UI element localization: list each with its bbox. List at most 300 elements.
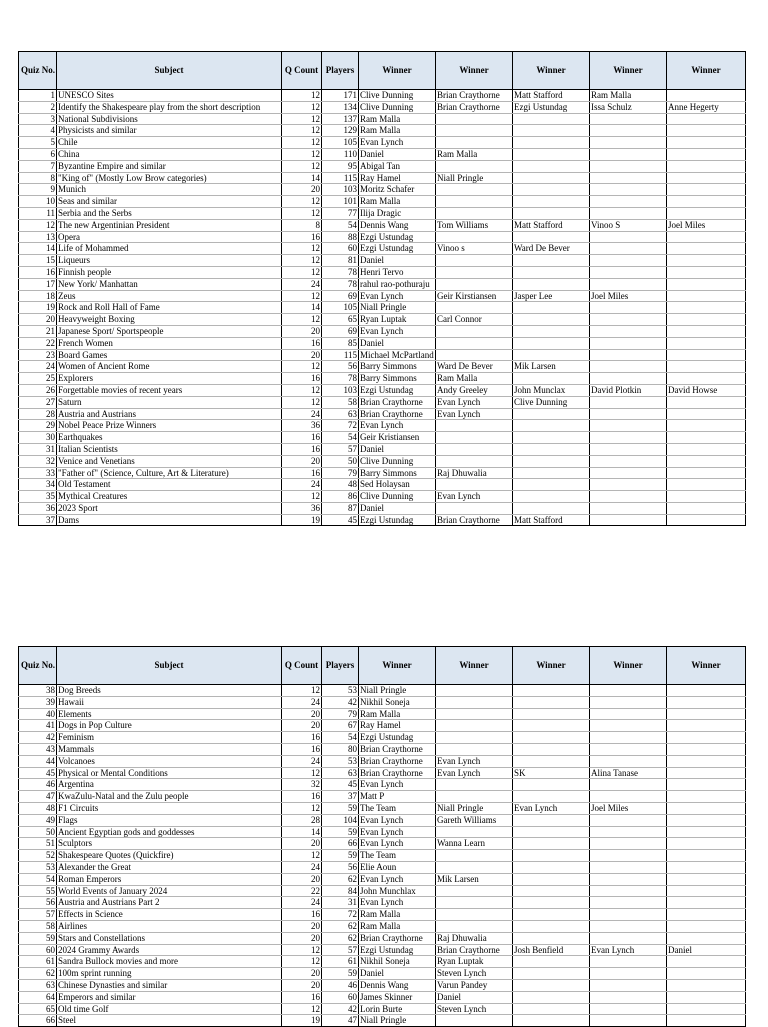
cell-winner-2 bbox=[436, 255, 513, 267]
cell-winner-2 bbox=[436, 455, 513, 467]
cell-winner-4 bbox=[590, 732, 667, 744]
cell-winner-1: Clive Dunning bbox=[359, 101, 436, 113]
cell-winner-1: Dennis Wang bbox=[359, 979, 436, 991]
cell-q-count: 20 bbox=[282, 455, 322, 467]
cell-players: 47 bbox=[322, 1015, 359, 1027]
cell-winner-2 bbox=[436, 791, 513, 803]
table-row bbox=[19, 255, 746, 267]
cell-quiz-number: 53 bbox=[19, 861, 57, 873]
cell-winner-4 bbox=[590, 1003, 667, 1015]
cell-winner-3 bbox=[513, 1015, 590, 1027]
cell-winner-5 bbox=[667, 314, 746, 326]
cell-players: 84 bbox=[322, 885, 359, 897]
cell-winner-1: Nikhil Soneja bbox=[359, 696, 436, 708]
cell-winner-2 bbox=[436, 1015, 513, 1027]
cell-players: 31 bbox=[322, 897, 359, 909]
table-row bbox=[19, 944, 746, 956]
cell-winner-5 bbox=[667, 779, 746, 791]
cell-winner-4 bbox=[590, 302, 667, 314]
cell-quiz-number: 57 bbox=[19, 909, 57, 921]
cell-quiz-number: 60 bbox=[19, 944, 57, 956]
cell-players: 57 bbox=[322, 944, 359, 956]
cell-winner-2 bbox=[436, 349, 513, 361]
cell-winner-2 bbox=[436, 732, 513, 744]
cell-players: 78 bbox=[322, 373, 359, 385]
cell-winner-4: David Plotkin bbox=[590, 384, 667, 396]
cell-quiz-number: 13 bbox=[19, 231, 57, 243]
cell-quiz-number: 65 bbox=[19, 1003, 57, 1015]
table-row bbox=[19, 373, 746, 385]
cell-winner-1: Ilija Dragic bbox=[359, 207, 436, 219]
cell-winner-4 bbox=[590, 137, 667, 149]
cell-winner-5 bbox=[667, 991, 746, 1003]
cell-subject: Life of Mohammed bbox=[57, 243, 282, 255]
cell-winner-1: Ezgi Ustundag bbox=[359, 732, 436, 744]
cell-winner-5 bbox=[667, 337, 746, 349]
cell-winner-3 bbox=[513, 685, 590, 697]
cell-q-count: 16 bbox=[282, 732, 322, 744]
table-row bbox=[19, 172, 746, 184]
cell-q-count: 19 bbox=[282, 1015, 322, 1027]
cell-subject: Dog Breeds bbox=[57, 685, 282, 697]
cell-winner-5 bbox=[667, 1003, 746, 1015]
cell-winner-4 bbox=[590, 956, 667, 968]
cell-winner-4 bbox=[590, 968, 667, 980]
header-winner: Winner bbox=[513, 52, 590, 90]
cell-players: 78 bbox=[322, 266, 359, 278]
cell-winner-4 bbox=[590, 838, 667, 850]
cell-winner-5 bbox=[667, 184, 746, 196]
cell-quiz-number: 44 bbox=[19, 755, 57, 767]
header-quiz-no: Quiz No. bbox=[19, 52, 57, 90]
cell-winner-3 bbox=[513, 956, 590, 968]
cell-winner-5 bbox=[667, 467, 746, 479]
header-winner: Winner bbox=[513, 647, 590, 685]
cell-quiz-number: 47 bbox=[19, 791, 57, 803]
cell-quiz-number: 18 bbox=[19, 290, 57, 302]
cell-subject: 2024 Grammy Awards bbox=[57, 944, 282, 956]
header-q-count: Q Count bbox=[282, 647, 322, 685]
cell-quiz-number: 30 bbox=[19, 432, 57, 444]
cell-winner-1: Brian Craythorne bbox=[359, 932, 436, 944]
table-row bbox=[19, 278, 746, 290]
cell-winner-2: Evan Lynch bbox=[436, 755, 513, 767]
cell-winner-5 bbox=[667, 196, 746, 208]
cell-q-count: 12 bbox=[282, 384, 322, 396]
cell-players: 79 bbox=[322, 467, 359, 479]
cell-q-count: 12 bbox=[282, 160, 322, 172]
header-winner: Winner bbox=[590, 647, 667, 685]
cell-winner-5 bbox=[667, 278, 746, 290]
cell-q-count: 12 bbox=[282, 196, 322, 208]
cell-winner-4: Joel Miles bbox=[590, 802, 667, 814]
table-row bbox=[19, 861, 746, 873]
cell-winner-2 bbox=[436, 137, 513, 149]
table-row bbox=[19, 219, 746, 231]
cell-winner-2: Evan Lynch bbox=[436, 767, 513, 779]
cell-q-count: 14 bbox=[282, 302, 322, 314]
cell-players: 77 bbox=[322, 207, 359, 219]
cell-winner-5 bbox=[667, 420, 746, 432]
cell-winner-3 bbox=[513, 791, 590, 803]
cell-winner-2: Brian Craythorne bbox=[436, 101, 513, 113]
cell-winner-3 bbox=[513, 420, 590, 432]
cell-subject: Physical or Mental Conditions bbox=[57, 767, 282, 779]
cell-q-count: 36 bbox=[282, 420, 322, 432]
cell-subject: Venice and Venetians bbox=[57, 455, 282, 467]
cell-winner-2 bbox=[436, 502, 513, 514]
table-row bbox=[19, 160, 746, 172]
cell-winner-4 bbox=[590, 266, 667, 278]
cell-winner-1: Evan Lynch bbox=[359, 420, 436, 432]
header-subject: Subject bbox=[57, 647, 282, 685]
table-row bbox=[19, 290, 746, 302]
cell-subject: Volcanoes bbox=[57, 755, 282, 767]
cell-quiz-number: 39 bbox=[19, 696, 57, 708]
cell-winner-3 bbox=[513, 443, 590, 455]
cell-winner-4 bbox=[590, 278, 667, 290]
cell-q-count: 20 bbox=[282, 720, 322, 732]
cell-quiz-number: 28 bbox=[19, 408, 57, 420]
cell-quiz-number: 49 bbox=[19, 814, 57, 826]
cell-winner-5 bbox=[667, 873, 746, 885]
table-row bbox=[19, 101, 746, 113]
table-row bbox=[19, 302, 746, 314]
cell-winner-1: Ezgi Ustundag bbox=[359, 243, 436, 255]
cell-winner-3 bbox=[513, 184, 590, 196]
cell-quiz-number: 36 bbox=[19, 502, 57, 514]
cell-winner-1: Ram Malla bbox=[359, 113, 436, 125]
cell-subject: KwaZulu-Natal and the Zulu people bbox=[57, 791, 282, 803]
cell-winner-1: Ezgi Ustundag bbox=[359, 514, 436, 526]
cell-winner-2: Wanna Learn bbox=[436, 838, 513, 850]
table-row bbox=[19, 991, 746, 1003]
cell-quiz-number: 31 bbox=[19, 443, 57, 455]
cell-winner-4 bbox=[590, 885, 667, 897]
cell-winner-3 bbox=[513, 467, 590, 479]
cell-winner-2: Evan Lynch bbox=[436, 408, 513, 420]
cell-q-count: 16 bbox=[282, 991, 322, 1003]
cell-winner-2: Daniel bbox=[436, 991, 513, 1003]
cell-winner-4 bbox=[590, 979, 667, 991]
cell-winner-4: Issa Schulz bbox=[590, 101, 667, 113]
cell-winner-5 bbox=[667, 932, 746, 944]
cell-quiz-number: 41 bbox=[19, 720, 57, 732]
cell-q-count: 12 bbox=[282, 491, 322, 503]
cell-winner-4 bbox=[590, 113, 667, 125]
cell-q-count: 20 bbox=[282, 979, 322, 991]
table-row bbox=[19, 125, 746, 137]
cell-q-count: 24 bbox=[282, 479, 322, 491]
cell-subject: Rock and Roll Hall of Fame bbox=[57, 302, 282, 314]
cell-winner-4 bbox=[590, 255, 667, 267]
cell-winner-2 bbox=[436, 909, 513, 921]
cell-winner-3 bbox=[513, 897, 590, 909]
cell-winner-5 bbox=[667, 243, 746, 255]
cell-winner-2 bbox=[436, 113, 513, 125]
cell-winner-3 bbox=[513, 814, 590, 826]
cell-winner-3: Mik Larsen bbox=[513, 361, 590, 373]
cell-winner-1: Moritz Schafer bbox=[359, 184, 436, 196]
cell-players: 101 bbox=[322, 196, 359, 208]
cell-q-count: 16 bbox=[282, 791, 322, 803]
cell-winner-2 bbox=[436, 885, 513, 897]
table-row bbox=[19, 696, 746, 708]
cell-winner-4: Joel Miles bbox=[590, 290, 667, 302]
cell-players: 104 bbox=[322, 814, 359, 826]
cell-winner-4 bbox=[590, 396, 667, 408]
cell-players: 54 bbox=[322, 432, 359, 444]
cell-winner-4 bbox=[590, 708, 667, 720]
table-row bbox=[19, 148, 746, 160]
cell-winner-1: Daniel bbox=[359, 255, 436, 267]
header-winner: Winner bbox=[359, 647, 436, 685]
cell-winner-1: Ram Malla bbox=[359, 920, 436, 932]
cell-players: 59 bbox=[322, 968, 359, 980]
cell-winner-3: Matt Stafford bbox=[513, 514, 590, 526]
cell-winner-4 bbox=[590, 502, 667, 514]
cell-quiz-number: 46 bbox=[19, 779, 57, 791]
cell-q-count: 24 bbox=[282, 696, 322, 708]
cell-subject: Shakespeare Quotes (Quickfire) bbox=[57, 850, 282, 862]
table-row bbox=[19, 243, 746, 255]
cell-q-count: 24 bbox=[282, 897, 322, 909]
table-row bbox=[19, 920, 746, 932]
cell-winner-1: Evan Lynch bbox=[359, 873, 436, 885]
cell-winner-4 bbox=[590, 991, 667, 1003]
cell-winner-1: Barry Simmons bbox=[359, 467, 436, 479]
cell-players: 42 bbox=[322, 1003, 359, 1015]
cell-winner-1: Evan Lynch bbox=[359, 814, 436, 826]
cell-winner-4 bbox=[590, 1015, 667, 1027]
table-row bbox=[19, 968, 746, 980]
cell-winner-3: Clive Dunning bbox=[513, 396, 590, 408]
cell-winner-4 bbox=[590, 184, 667, 196]
cell-winner-5 bbox=[667, 861, 746, 873]
cell-winner-2 bbox=[436, 897, 513, 909]
cell-quiz-number: 43 bbox=[19, 743, 57, 755]
cell-winner-5 bbox=[667, 160, 746, 172]
cell-winner-2 bbox=[436, 266, 513, 278]
cell-quiz-number: 3 bbox=[19, 113, 57, 125]
cell-winner-3: SK bbox=[513, 767, 590, 779]
cell-winner-3 bbox=[513, 826, 590, 838]
cell-q-count: 12 bbox=[282, 802, 322, 814]
table-row bbox=[19, 720, 746, 732]
cell-quiz-number: 25 bbox=[19, 373, 57, 385]
cell-quiz-number: 66 bbox=[19, 1015, 57, 1027]
cell-winner-3 bbox=[513, 196, 590, 208]
cell-winner-3 bbox=[513, 755, 590, 767]
cell-winner-5 bbox=[667, 850, 746, 862]
cell-winner-1: Brian Craythorne bbox=[359, 767, 436, 779]
table-row bbox=[19, 1015, 746, 1027]
cell-subject: Zeus bbox=[57, 290, 282, 302]
cell-quiz-number: 14 bbox=[19, 243, 57, 255]
cell-players: 62 bbox=[322, 920, 359, 932]
cell-players: 59 bbox=[322, 802, 359, 814]
cell-winner-3 bbox=[513, 266, 590, 278]
table-row bbox=[19, 408, 746, 420]
cell-winner-5 bbox=[667, 373, 746, 385]
cell-winner-1: Brian Craythorne bbox=[359, 743, 436, 755]
cell-winner-3 bbox=[513, 720, 590, 732]
cell-quiz-number: 58 bbox=[19, 920, 57, 932]
cell-subject: Identify the Shakespeare play from the short description bbox=[57, 101, 282, 113]
cell-winner-2: Niall Pringle bbox=[436, 802, 513, 814]
cell-winner-2 bbox=[436, 696, 513, 708]
cell-winner-4 bbox=[590, 160, 667, 172]
cell-q-count: 8 bbox=[282, 219, 322, 231]
cell-quiz-number: 40 bbox=[19, 708, 57, 720]
cell-subject: Ancient Egyptian gods and goddesses bbox=[57, 826, 282, 838]
cell-winner-5 bbox=[667, 113, 746, 125]
cell-winner-2 bbox=[436, 826, 513, 838]
cell-winner-3 bbox=[513, 502, 590, 514]
cell-winner-3: Matt Stafford bbox=[513, 90, 590, 102]
table-row bbox=[19, 814, 746, 826]
cell-players: 63 bbox=[322, 408, 359, 420]
header-subject: Subject bbox=[57, 52, 282, 90]
cell-q-count: 16 bbox=[282, 373, 322, 385]
cell-winner-1: Ezgi Ustundag bbox=[359, 384, 436, 396]
cell-q-count: 12 bbox=[282, 148, 322, 160]
cell-winner-3 bbox=[513, 909, 590, 921]
cell-players: 80 bbox=[322, 743, 359, 755]
cell-winner-4 bbox=[590, 172, 667, 184]
table-row bbox=[19, 384, 746, 396]
cell-winner-4 bbox=[590, 349, 667, 361]
table-row bbox=[19, 838, 746, 850]
cell-players: 134 bbox=[322, 101, 359, 113]
cell-winner-1: The Team bbox=[359, 802, 436, 814]
cell-winner-5 bbox=[667, 743, 746, 755]
cell-winner-1: Evan Lynch bbox=[359, 325, 436, 337]
cell-q-count: 16 bbox=[282, 443, 322, 455]
cell-q-count: 16 bbox=[282, 231, 322, 243]
cell-q-count: 12 bbox=[282, 314, 322, 326]
cell-subject: UNESCO Sites bbox=[57, 90, 282, 102]
table-row bbox=[19, 873, 746, 885]
cell-winner-5: Anne Hegerty bbox=[667, 101, 746, 113]
cell-winner-2: Ram Malla bbox=[436, 148, 513, 160]
cell-q-count: 20 bbox=[282, 932, 322, 944]
cell-quiz-number: 6 bbox=[19, 148, 57, 160]
table-row bbox=[19, 361, 746, 373]
cell-subject: Nobel Peace Prize Winners bbox=[57, 420, 282, 432]
cell-winner-4 bbox=[590, 696, 667, 708]
cell-winner-2: Brian Craythorne bbox=[436, 514, 513, 526]
cell-winner-2: Vinoo s bbox=[436, 243, 513, 255]
cell-winner-3 bbox=[513, 172, 590, 184]
header-winner: Winner bbox=[667, 52, 746, 90]
cell-winner-5 bbox=[667, 266, 746, 278]
cell-winner-5 bbox=[667, 408, 746, 420]
cell-winner-4 bbox=[590, 909, 667, 921]
cell-winner-1: Sed Holaysan bbox=[359, 479, 436, 491]
cell-winner-2: Ryan Luptak bbox=[436, 956, 513, 968]
cell-quiz-number: 29 bbox=[19, 420, 57, 432]
table-row bbox=[19, 979, 746, 991]
cell-winner-4 bbox=[590, 814, 667, 826]
cell-winner-5 bbox=[667, 956, 746, 968]
cell-winner-5 bbox=[667, 1015, 746, 1027]
table-row bbox=[19, 802, 746, 814]
cell-winner-5 bbox=[667, 720, 746, 732]
cell-winner-1: Evan Lynch bbox=[359, 779, 436, 791]
cell-quiz-number: 48 bbox=[19, 802, 57, 814]
cell-subject: Sculptors bbox=[57, 838, 282, 850]
cell-winner-2 bbox=[436, 920, 513, 932]
cell-winner-5 bbox=[667, 838, 746, 850]
header-row bbox=[19, 647, 746, 685]
cell-q-count: 12 bbox=[282, 685, 322, 697]
table-row bbox=[19, 767, 746, 779]
table-row bbox=[19, 314, 746, 326]
cell-subject: Stars and Constellations bbox=[57, 932, 282, 944]
cell-players: 60 bbox=[322, 243, 359, 255]
cell-winner-2 bbox=[436, 278, 513, 290]
cell-q-count: 12 bbox=[282, 243, 322, 255]
table-row bbox=[19, 90, 746, 102]
cell-winner-2 bbox=[436, 443, 513, 455]
cell-players: 81 bbox=[322, 255, 359, 267]
cell-winner-5 bbox=[667, 125, 746, 137]
cell-quiz-number: 4 bbox=[19, 125, 57, 137]
cell-winner-5 bbox=[667, 231, 746, 243]
cell-winner-5 bbox=[667, 826, 746, 838]
cell-quiz-number: 16 bbox=[19, 266, 57, 278]
cell-quiz-number: 50 bbox=[19, 826, 57, 838]
cell-winner-2: Evan Lynch bbox=[436, 491, 513, 503]
cell-winner-1: Daniel bbox=[359, 337, 436, 349]
cell-quiz-number: 34 bbox=[19, 479, 57, 491]
cell-winner-1: Abigal Tan bbox=[359, 160, 436, 172]
cell-winner-3 bbox=[513, 113, 590, 125]
cell-players: 59 bbox=[322, 850, 359, 862]
cell-winner-4 bbox=[590, 314, 667, 326]
cell-quiz-number: 21 bbox=[19, 325, 57, 337]
cell-winner-3 bbox=[513, 1003, 590, 1015]
cell-q-count: 20 bbox=[282, 920, 322, 932]
cell-winner-1: Matt P bbox=[359, 791, 436, 803]
cell-winner-1: Niall Pringle bbox=[359, 302, 436, 314]
cell-q-count: 12 bbox=[282, 90, 322, 102]
cell-winner-3 bbox=[513, 160, 590, 172]
table-body bbox=[19, 90, 746, 526]
cell-winner-3 bbox=[513, 968, 590, 980]
cell-winner-1: Ezgi Ustundag bbox=[359, 944, 436, 956]
cell-subject: Forgettable movies of recent years bbox=[57, 384, 282, 396]
cell-players: 129 bbox=[322, 125, 359, 137]
cell-subject: "King of" (Mostly Low Brow categories) bbox=[57, 172, 282, 184]
cell-winner-4 bbox=[590, 826, 667, 838]
cell-winner-5 bbox=[667, 207, 746, 219]
cell-winner-3 bbox=[513, 432, 590, 444]
table-row bbox=[19, 743, 746, 755]
table-row bbox=[19, 479, 746, 491]
cell-winner-3 bbox=[513, 373, 590, 385]
cell-players: 78 bbox=[322, 278, 359, 290]
cell-winner-2: Mik Larsen bbox=[436, 873, 513, 885]
cell-winner-3 bbox=[513, 148, 590, 160]
cell-winner-5 bbox=[667, 443, 746, 455]
cell-q-count: 12 bbox=[282, 137, 322, 149]
cell-quiz-number: 20 bbox=[19, 314, 57, 326]
cell-subject: Chile bbox=[57, 137, 282, 149]
cell-winner-5 bbox=[667, 396, 746, 408]
cell-winner-3 bbox=[513, 137, 590, 149]
